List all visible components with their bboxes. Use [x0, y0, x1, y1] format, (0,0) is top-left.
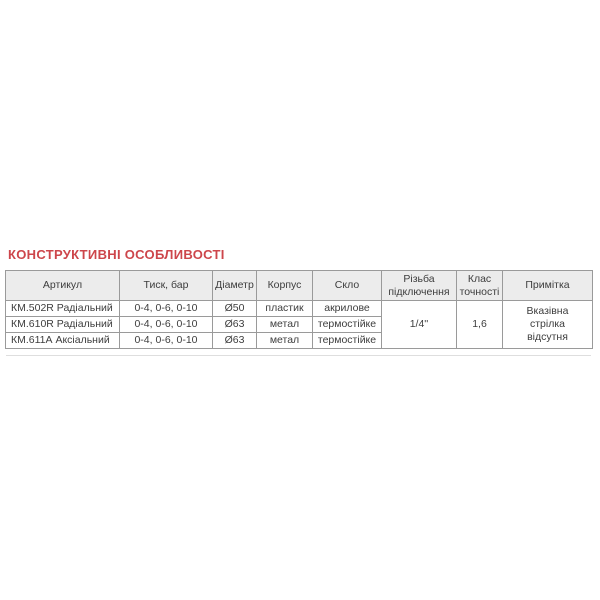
cell-diameter: Ø63: [213, 333, 257, 349]
spec-table: [5, 270, 593, 349]
cell-pressure: 0-4, 0-6, 0-10: [120, 317, 213, 333]
cell-pressure: 0-4, 0-6, 0-10: [120, 333, 213, 349]
cell-body: пластик: [257, 301, 313, 317]
table-header: [6, 271, 593, 301]
cell-article: КМ.611А Аксіальний: [6, 333, 120, 349]
col-header-accuracy: Клас точності: [457, 271, 503, 301]
col-header-pressure: Тиск, бар: [120, 271, 213, 301]
cell-accuracy-merged: 1,6: [457, 301, 503, 349]
cell-diameter: Ø63: [213, 317, 257, 333]
col-header-body: Корпус: [257, 271, 313, 301]
col-header-glass: Скло: [313, 271, 382, 301]
table-bottom-shadow: [6, 355, 591, 356]
col-header-note: Примітка: [503, 271, 593, 301]
table-row: [6, 301, 593, 317]
cell-thread-merged: 1/4'': [382, 301, 457, 349]
cell-glass: термостійке: [313, 317, 382, 333]
col-header-diameter: Діаметр: [213, 271, 257, 301]
cell-diameter: Ø50: [213, 301, 257, 317]
col-header-thread: Різьба підключення: [382, 271, 457, 301]
cell-article: КМ.502R Радіальний: [6, 301, 120, 317]
cell-glass: термостійке: [313, 333, 382, 349]
section-title: КОНСТРУКТИВНІ ОСОБЛИВОСТІ: [8, 247, 225, 262]
cell-article: КМ.610R Радіальний: [6, 317, 120, 333]
cell-pressure: 0-4, 0-6, 0-10: [120, 301, 213, 317]
header-row: [6, 271, 593, 301]
cell-glass: акрилове: [313, 301, 382, 317]
cell-note-merged: Вказівна стрілка відсутня: [503, 301, 593, 349]
cell-body: метал: [257, 317, 313, 333]
cell-body: метал: [257, 333, 313, 349]
col-header-article: Артикул: [6, 271, 120, 301]
